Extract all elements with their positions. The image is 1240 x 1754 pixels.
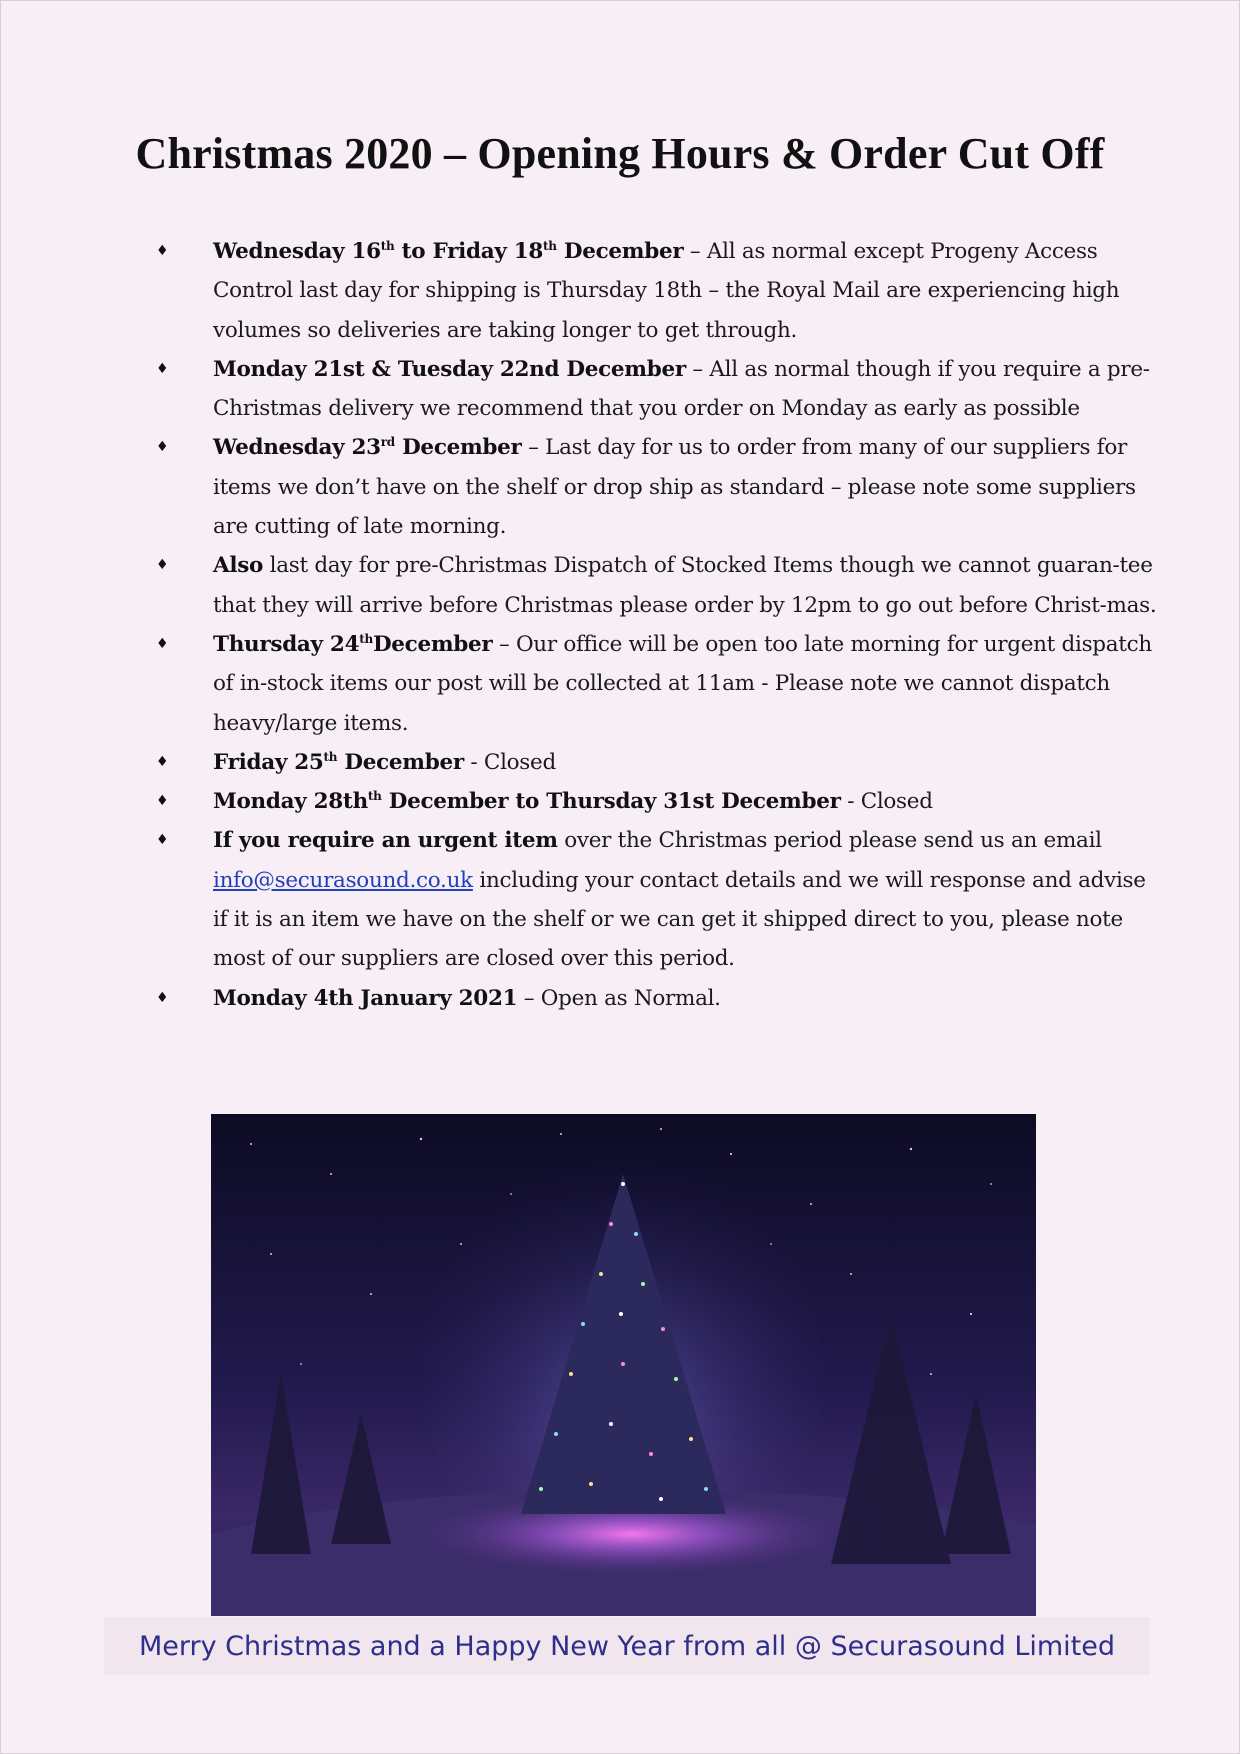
diamond-bullet-icon: ♦	[156, 635, 169, 652]
item-text: – All as normal except Progeny Access Control last day for shipping is Thursday 18th – the Royal Mail are experiencing high volumes so deliveries are taking longer to get through.	[213, 239, 1120, 343]
item-lead: Also	[213, 553, 264, 579]
christmas-tree-image	[211, 1114, 1036, 1616]
diamond-bullet-icon: ♦	[156, 439, 169, 456]
footer-greeting: Merry Christmas and a Happy New Year from all @ Securasound Limited	[138, 1630, 1116, 1662]
item-lead: Monday 21st & Tuesday 22nd December	[213, 356, 686, 382]
item-text: - Closed	[463, 749, 556, 775]
diamond-bullet-icon: ♦	[156, 557, 169, 574]
item-text: – Last day for us to order from many of our suppliers for items we don’t have on the shelf or drop ship as standard – please note some suppliers are cutting of late morning.	[213, 435, 1136, 540]
hours-list	[150, 232, 1160, 1018]
list-item	[150, 546, 1160, 625]
item-lead: Friday 25th December	[213, 749, 464, 775]
diamond-bullet-icon: ♦	[156, 753, 169, 770]
diamond-bullet-icon: ♦	[156, 989, 169, 1006]
email-link[interactable]: info@securasound.co.uk	[213, 867, 473, 893]
item-text: – Our office will be open too late morning for urgent dispatch of in-stock items our post will be collected at 11am - Please note we cannot dispatch heavy/large items.	[213, 631, 1152, 736]
list-item	[150, 428, 1160, 546]
item-lead: Wednesday 23rd December	[213, 435, 522, 461]
list-item	[150, 743, 1160, 782]
list-item	[150, 979, 1160, 1018]
item-lead: Monday 4th January 2021	[213, 985, 518, 1011]
item-lead: Monday $28th^{th}$ December to Thursday 31st December	[213, 789, 841, 815]
item-lead: Wednesday 16th to Friday 18th December	[213, 238, 684, 264]
list-item	[150, 350, 1160, 429]
item-text: – All as normal though if you require a pre-Christmas delivery we recommend that you order on Monday as early as possible	[213, 356, 1150, 422]
list-item	[150, 821, 1160, 978]
item-text-after: including your contact details and we will response and advise if it is an item we have on the shelf or we can get it shipped direct to you, please note most of our suppliers are closed over this period.	[213, 867, 1146, 972]
item-text: over the Christmas period please send us an email	[557, 828, 1102, 854]
item-lead: If you require an urgent item	[213, 828, 558, 854]
diamond-bullet-icon: ♦	[156, 832, 169, 849]
list-item	[150, 625, 1160, 743]
diamond-bullet-icon: ♦	[156, 793, 169, 810]
diamond-bullet-icon: ♦	[156, 360, 169, 377]
list-item	[150, 782, 1160, 821]
item-lead: Thursday 24thDecember	[213, 631, 493, 657]
diamond-bullet-icon: ♦	[156, 243, 169, 259]
list-item	[150, 232, 1160, 350]
item-text: last day for pre-Christmas Dispatch of Stocked Items though we cannot guaran-tee that they will arrive before Christmas please order by 12pm to go out before Christ-mas.	[213, 553, 1157, 618]
page-title: Christmas 2020 – Opening Hours & Order Cut Off	[135, 129, 1105, 178]
item-text: - Closed	[840, 789, 933, 815]
item-text: – Open as Normal.	[517, 985, 721, 1011]
